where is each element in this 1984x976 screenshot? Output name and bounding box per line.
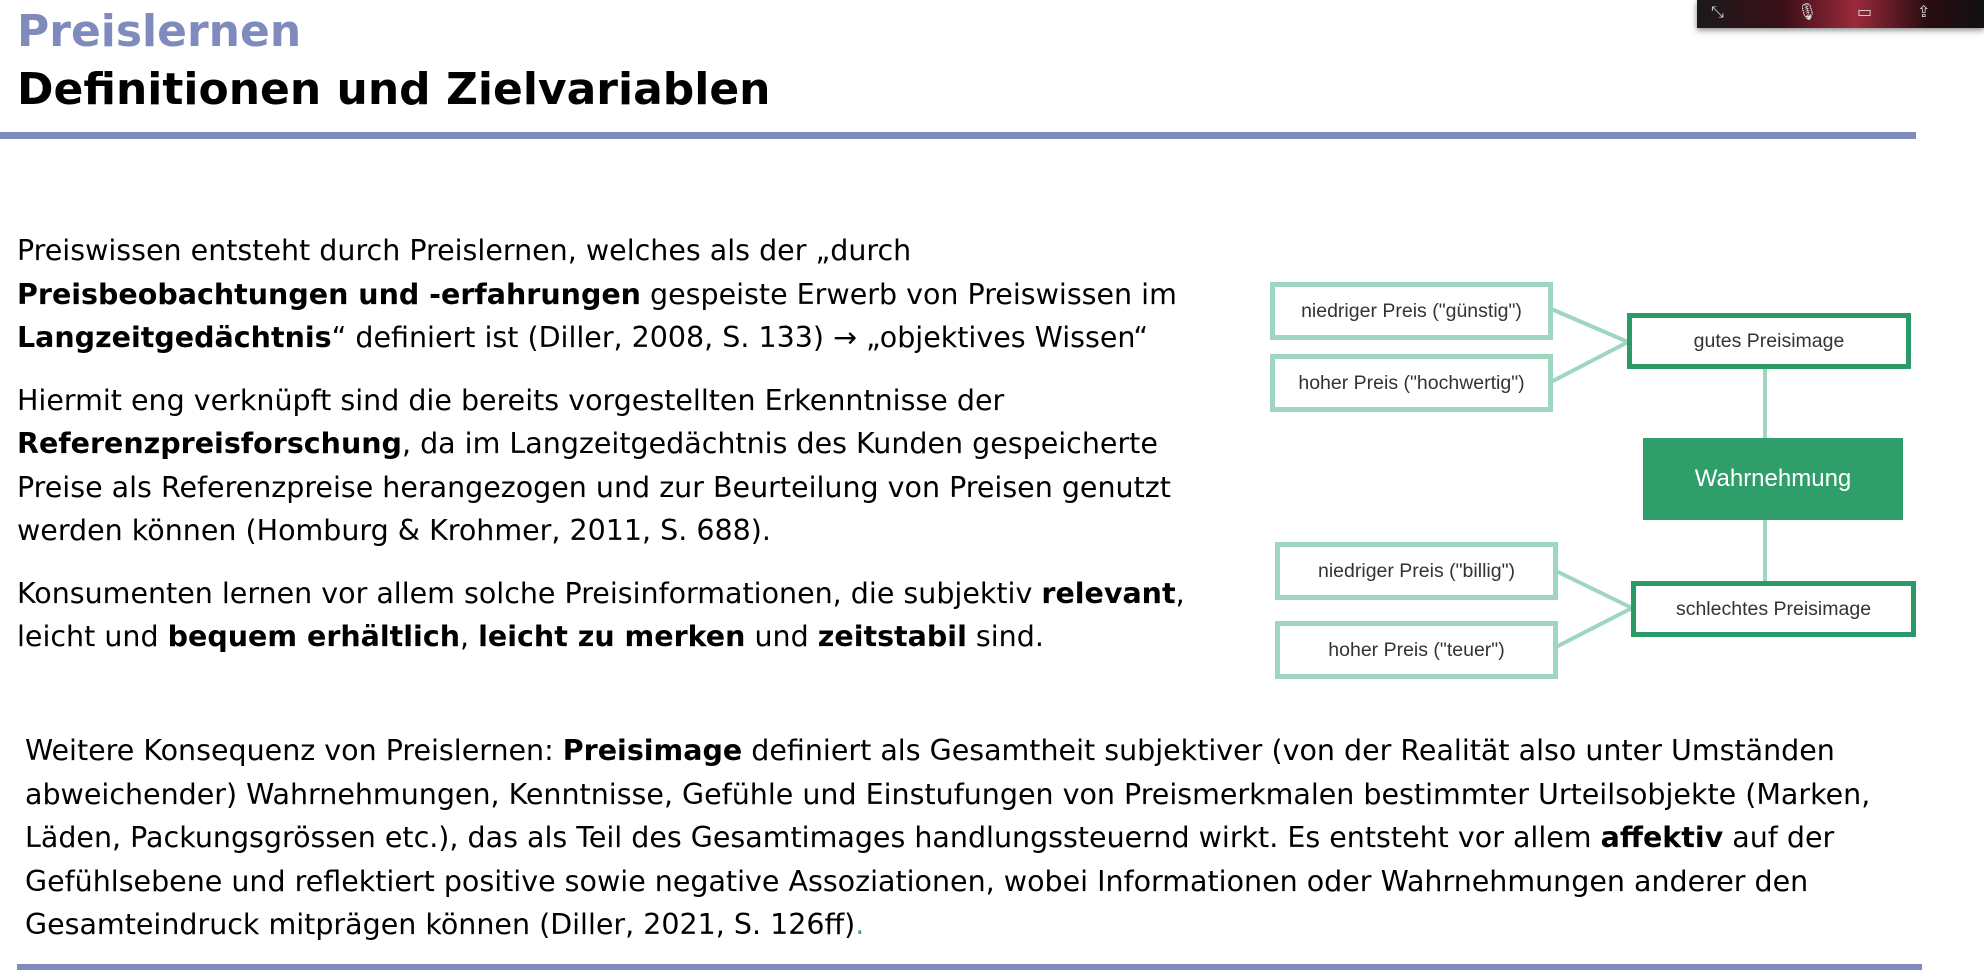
text-run: gespeiste Erwerb von Preiswissen im [640, 277, 1177, 311]
text-run: Preiswissen entsteht durch Preislernen, welches als der „durch [17, 234, 912, 267]
connector-line [1554, 570, 1632, 608]
slide-title: Preislernen [17, 6, 302, 57]
paragraph-referenzpreis [17, 379, 1247, 553]
text-run: definiert als Gesamtheit subjektiver (von der Realität also unter Umständen abweichender) Wahrnehmungen, Kenntnisse, Gefühle und Einstufungen von Preismerkmalen bestimmter Urteilsobjekte (Marken, Läden, Packungsgrössen etc.), das als Teil des Gesamtimages handlungssteuernd wirkt. Es entsteht vor allem [25, 734, 1871, 854]
intro-text-column [17, 229, 1247, 678]
text-run: , [460, 620, 479, 653]
bold-run: zeitstabil [817, 620, 967, 653]
text-run: , da im Langzeitgedächtnis des Kunden gespeicherte Preise als Referenzpreise herangezogen und zur Beurteilung von Preisen genutzt werden können (Homburg & Krohmer, 2011, S. 688). [17, 427, 1171, 547]
bold-run: Referenzpreisforschung [17, 427, 402, 460]
paragraph-konsumenten [17, 572, 1247, 659]
header-divider [0, 132, 1916, 139]
text-run: und [745, 620, 818, 653]
preisimage-diagram [1262, 262, 1932, 682]
paragraph-preisimage [25, 729, 1925, 947]
bold-run: leicht zu merken [478, 620, 746, 653]
bold-run: Preisbeobachtungen und -erfahrungen [17, 277, 641, 311]
box-niedriger-preis-guenstig: niedriger Preis ("günstig") [1270, 282, 1553, 340]
bold-run: Preisimage [562, 734, 743, 767]
text-run: Weitere Konsequenz von Preislernen: [25, 734, 563, 767]
video-preview-thumbnail[interactable] [1697, 0, 1984, 28]
connector-line [1549, 342, 1628, 383]
text-run: . [855, 908, 865, 941]
preisimage-text [25, 729, 1925, 947]
bold-run: Langzeitgedächtnis [17, 321, 332, 354]
connector-line [1549, 308, 1628, 342]
bold-run: affektiv [1600, 821, 1724, 854]
box-hoher-preis-hochwertig: hoher Preis ("hochwertig") [1270, 354, 1553, 412]
footer-divider [17, 964, 1922, 970]
bold-run: relevant [1041, 576, 1176, 610]
box-hoher-preis-teuer: hoher Preis ("teuer") [1275, 621, 1558, 679]
connector-line [1554, 608, 1632, 648]
bold-run: bequem erhältlich [167, 620, 461, 653]
microphone-icon: 🎙 [1797, 2, 1818, 21]
box-gutes-preisimage: gutes Preisimage [1627, 313, 1911, 369]
text-run: auf der Gefühlsebene und reflektiert positive sowie negative Assoziationen, wobei Informationen oder Wahrnehmungen anderer den Gesamteindruck mitprägen können (Diller, 2021, S. 126ff) [25, 821, 1835, 941]
text-run: Hiermit eng verknüpft sind die bereits vorgestellten Erkenntnisse der [17, 383, 1005, 417]
text-run: “ definiert ist (Diller, 2008, S. 133) → „objektives Wissen“ [331, 321, 1149, 354]
text-run: Konsumenten lernen vor allem solche Preisinformationen, die subjektiv [17, 576, 1042, 610]
box-niedriger-preis-billig: niedriger Preis ("billig") [1275, 542, 1558, 600]
share-icon: ⇪ [1917, 2, 1931, 21]
box-wahrnehmung: Wahrnehmung [1643, 438, 1903, 520]
camera-icon: ▭ [1857, 2, 1873, 21]
text-run: sind. [966, 620, 1044, 653]
slide-subtitle: Definitionen und Zielvariablen [17, 64, 771, 115]
box-schlechtes-preisimage: schlechtes Preisimage [1631, 581, 1916, 637]
paragraph-preiswissen [17, 229, 1247, 360]
expand-icon: ⤡ [1711, 2, 1724, 21]
text-run: , leicht und [17, 576, 1185, 653]
